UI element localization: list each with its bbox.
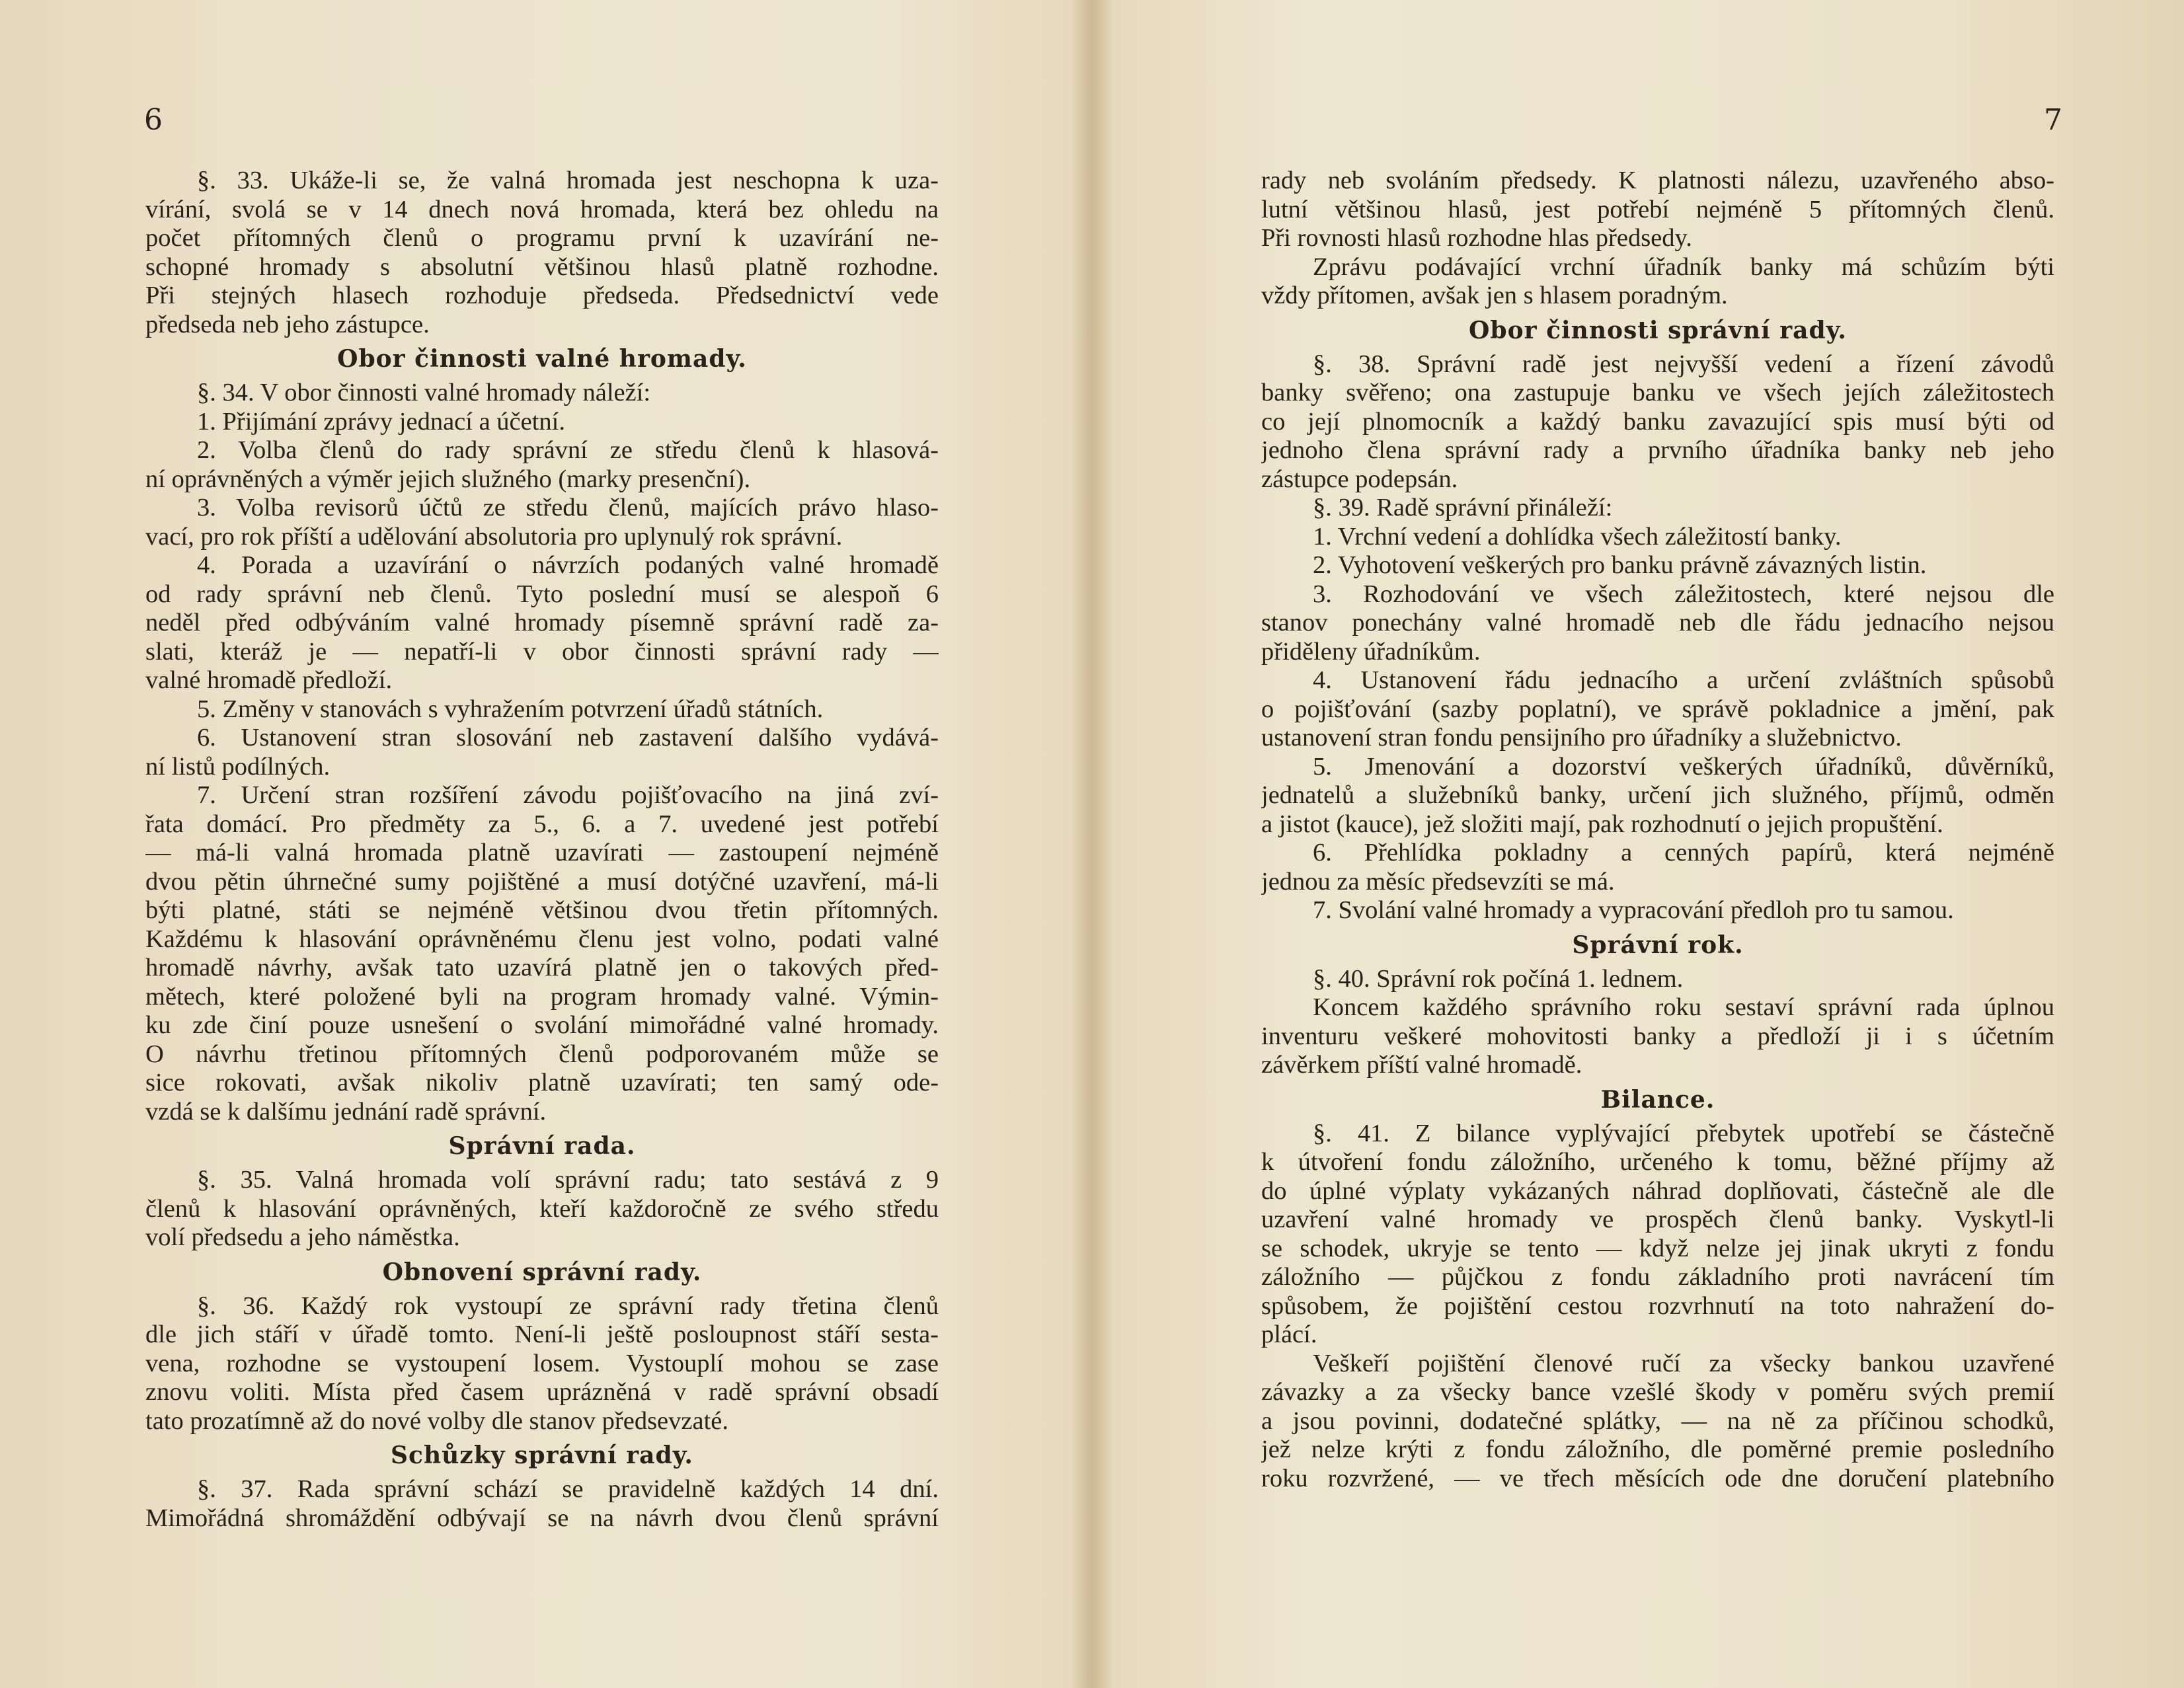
text-line: jednatelů a služebníků banky, určení jich služného, příjmů, odměn	[1261, 781, 2054, 809]
paragraph	[1261, 965, 2054, 994]
text-line: Při rovnosti hlasů rozhodne hlas předsedy.	[1261, 224, 1692, 252]
text-line: plácí.	[1261, 1321, 1317, 1348]
section-heading: Obor činnosti valné hromady.	[337, 345, 747, 373]
text-line: předseda neb jeho zástupce.	[145, 310, 430, 338]
text-line: Koncem každého správního roku sestaví správní rada úplnou	[1313, 993, 2054, 1021]
paragraph	[1261, 1350, 2054, 1494]
right-page	[1092, 0, 2184, 1688]
continued-paragraph	[1261, 167, 2054, 253]
paragraph	[1261, 993, 2054, 1080]
text-line: sice rokovati, avšak nikoliv platně uzavírati; ten samý ode-	[145, 1069, 939, 1096]
paragraph	[1261, 253, 2054, 311]
text-line: Zprávu podávající vrchní úřadník banky má schůzím býti	[1313, 252, 2054, 281]
text-line: 2. Vyhotovení veškerých pro banku právně závazných listin.	[1313, 551, 1927, 579]
text-line: 6. Ustanovení stran slosování neb zastavení dalšího vydává-	[197, 724, 939, 751]
paragraph	[145, 1475, 939, 1533]
text-line: 3. Rozhodování ve všech záležitostech, které nejsou dle	[1313, 580, 2054, 608]
text-line: přiděleny úřadníkům.	[1261, 637, 1481, 666]
text-line: se schodek, ukryje se tento — když nelze jej jinak ukryti z fondu	[1261, 1234, 2054, 1262]
text-line: 1. Přijímání zprávy jednací a účetní.	[197, 407, 565, 436]
text-line: §. 35. Valná hromada volí správní radu; tato sestává z 9	[197, 1166, 939, 1194]
page-number: 7	[2044, 103, 2062, 137]
text-line: §. 34. V obor činnosti valné hromady náleží:	[197, 379, 651, 406]
paragraph	[145, 724, 939, 781]
paragraph	[145, 379, 939, 408]
text-line: uzavření valné hromady ve prospěch členů banky. Vyskytl-li	[1261, 1206, 2054, 1233]
paragraph	[145, 1166, 939, 1252]
text-line: znovu voliti. Místa před časem uprázněná v radě správní obsadí	[145, 1378, 939, 1406]
text-line: neděl před odbýváním valné hromady písemně správní radě za-	[145, 609, 939, 636]
text-line: inventuru veškeré mohovitosti banky a předloží ji i s účetním	[1261, 1022, 2054, 1050]
text-line: spůsobem, že pojištění cestou rozvrhnutí na toto nahražení do-	[1261, 1291, 2054, 1320]
paragraph	[145, 781, 939, 1126]
text-line: lutní většinou hlasů, jest potřebí nejméně 5 přítomných členů.	[1261, 195, 2054, 223]
text-line: 3. Volba revisorů účtů ze středu členů, majících právo hlaso-	[197, 494, 939, 521]
section-heading: Správní rada.	[448, 1132, 636, 1160]
paragraph	[145, 1292, 939, 1436]
section-heading: Správní rok.	[1572, 931, 1744, 959]
paragraph	[1261, 896, 2054, 925]
text-line: Každému k hlasování oprávněnému členu jest volno, podati valné	[145, 925, 939, 953]
text-line: schopné hromady s absolutní většinou hlasů platně rozhodne.	[145, 252, 939, 281]
text-line: ní listů podílných.	[145, 752, 331, 781]
paragraph	[145, 408, 939, 437]
paragraph	[1261, 753, 2054, 839]
text-line: do úplné výplaty vykázaných náhrad doplňovati, částečně ale dle	[1261, 1176, 2054, 1205]
text-line: §. 33. Ukáže-li se, že valná hromada jest neschopna k uza-	[197, 167, 939, 194]
text-line: Veškeří pojištění členové ručí za všecky bankou uzavřené	[1313, 1349, 2054, 1377]
text-line: §. 40. Správní rok počíná 1. lednem.	[1313, 964, 1684, 993]
text-line: členů k hlasování oprávněných, kteří každoročně ze svého středu	[145, 1194, 939, 1223]
text-line: ní oprávněných a výměr jejich služného (marky presenční).	[145, 465, 751, 493]
text-line: Mimořádná shromáždění odbývají se na návrh dvou členů správní	[145, 1504, 939, 1532]
paragraph	[1261, 839, 2054, 896]
text-line: co její plnomocník a každý banku zavazující spis musí býti od	[1261, 407, 2054, 436]
text-line: 7. Svolání valné hromady a vypracování předloh pro tu samou.	[1313, 896, 1954, 924]
text-line: od rady správní neb členů. Tyto poslední musí se alespoň 6	[145, 580, 939, 608]
text-line: 5. Jmenování a dozorství veškerých úřadníků, důvěrníků,	[1313, 752, 2054, 781]
text-line: 6. Přehlídka pokladny a cenných papírů, která nejméně	[1313, 839, 2054, 866]
section-heading: Schůzky správní rady.	[391, 1441, 693, 1469]
text-line: volí předsedu a jeho náměstka.	[145, 1223, 460, 1251]
text-line: roku rozvržené, — ve třech měsících ode dne doručení platebního	[1261, 1464, 2054, 1492]
text-line: §. 36. Každý rok vystoupí ze správní rady třetina členů	[197, 1291, 939, 1320]
text-line: 2. Volba členů do rady správní ze středu členů k hlasová-	[197, 436, 939, 464]
paragraph	[1261, 350, 2054, 494]
text-line: Při stejných hlasech rozhoduje předseda. Předsednictví vede	[145, 282, 939, 309]
paragraph	[1261, 580, 2054, 667]
paragraph	[1261, 523, 2054, 552]
text-line: jež nelze krýti z fondu záložního, dle poměrné premie posledního	[1261, 1436, 2054, 1463]
text-line: 4. Porada a uzavírání o návrzích podaných valné hromadě	[197, 551, 939, 579]
text-line: vírání, svolá se v 14 dnech nová hromada, která bez ohledu na	[145, 195, 939, 223]
paragraph	[145, 551, 939, 695]
text-line: vždy přítomen, avšak jen s hlasem poradným.	[1261, 282, 1728, 309]
text-line: jednou za měsíc předsevzíti se má.	[1261, 867, 1615, 896]
text-line: zástupce podepsán.	[1261, 465, 1458, 493]
text-line: tato prozatímně až do nové volby dle stanov předsevzaté.	[145, 1406, 728, 1435]
text-line: závazky a za všecky bance vzešlé škody v poměru svých premií	[1261, 1378, 2054, 1406]
text-line: počet přítomných členů o programu první k uzavírání ne-	[145, 224, 939, 252]
text-line: §. 41. Z bilance vyplývající přebytek upotřebí se částečně	[1313, 1119, 2054, 1147]
page-number: 6	[144, 103, 163, 137]
text-line: stanov ponechány valné hromadě neb dle řádu jednacího nejsou	[1261, 609, 2054, 636]
text-line: k útvoření fondu záložního, určeného k tomu, běžné příjmy až	[1261, 1148, 2054, 1176]
text-line: 5. Změny v stanovách s vyhražením potvrzení úřadů státních.	[197, 695, 824, 723]
paragraph	[1261, 551, 2054, 580]
text-line: záložního — půjčkou z fondu základního proti navrácení tím	[1261, 1263, 2054, 1291]
text-line: a jsou povinni, dodatečné splátky, — na ně za příčinou schodků,	[1261, 1406, 2054, 1435]
text-line: 7. Určení stran rozšíření závodu pojišťovacího na jiná zví-	[197, 781, 939, 809]
text-line: řata domácí. Pro předměty za 5., 6. a 7. uvedené jest potřebí	[145, 810, 939, 838]
text-line: vací, pro rok příští a udělování absolutoria pro uplynulý rok správní.	[145, 522, 843, 551]
section-heading: Bilance.	[1600, 1085, 1715, 1114]
text-line: 4. Ustanovení řádu jednacího a určení zvláštních spůsobů	[1313, 666, 2054, 694]
text-line: býti platné, státi se nejméně většinou dvou třetin přítomných.	[145, 896, 939, 924]
text-line: a jistot (kauce), jež složiti mají, pak rozhodnutí o jejich propuštění.	[1261, 810, 1943, 838]
text-line: dvou pětin úhrnečné sumy pojištěné a musí dotýčné uzavření, má-li	[145, 867, 939, 896]
text-line: rady neb svoláním předsedy. K platnosti nálezu, uzavřeného abso-	[1261, 167, 2054, 194]
text-line: jednoho člena správní rady a prvního úřadníka banky neb jeho	[1261, 436, 2054, 464]
paragraph	[1261, 1120, 2054, 1350]
paragraph	[145, 494, 939, 551]
text-line: §. 37. Rada správní schází se pravidelně každých 14 dní.	[197, 1475, 939, 1503]
paragraph	[145, 436, 939, 494]
paragraph	[1261, 494, 2054, 523]
text-line: ustanovení stran fondu pensijního pro úřadníky a služebnictvo.	[1261, 724, 1902, 751]
text-line: §. 39. Radě správní přináleží:	[1313, 494, 1613, 521]
section-heading: Obor činnosti správní rady.	[1469, 316, 1847, 344]
text-line: 1. Vrchní vedení a dohlídka všech záležitostí banky.	[1313, 522, 1842, 551]
text-line: vena, rozhodne se vystoupení losem. Vystouplí mohou se zase	[145, 1349, 939, 1377]
text-line: §. 38. Správní radě jest nejvyšší vedení a řízení závodů	[1313, 350, 2054, 378]
text-line: závěrkem příští valné hromadě.	[1261, 1051, 1582, 1079]
text-line: hromadě návrhy, avšak tato uzavírá platně jen o takových před-	[145, 954, 939, 981]
text-line: O návrhu třetinou přítomných členů podporovaném může se	[145, 1040, 939, 1068]
text-line: — má-li valná hromada platně uzavírati — zastoupení nejméně	[145, 839, 939, 866]
text-line: valné hromadě předloží.	[145, 666, 393, 694]
text-line: banky svěřeno; ona zastupuje banku ve všech jejích záležitostech	[1261, 379, 2054, 406]
text-line: dle jich stáří v úřadě tomto. Není-li ještě posloupnost stáří sesta-	[145, 1321, 939, 1348]
text-line: o pojišťování (sazby poplatní), ve správě pokladnice a jmění, pak	[1261, 695, 2054, 723]
text-line: mětech, které položené byli na program hromady valné. Výmin-	[145, 982, 939, 1011]
section-heading: Obnovení správní rady.	[382, 1258, 702, 1286]
text-column	[145, 167, 939, 1533]
text-column	[1261, 167, 2054, 1493]
paragraph	[1261, 666, 2054, 753]
text-line: slati, kteráž je — nepatří-li v obor činnosti správní rady —	[145, 637, 939, 666]
paragraph	[145, 167, 939, 339]
text-line: vzdá se k dalšímu jednání radě správní.	[145, 1097, 547, 1126]
paragraph	[145, 695, 939, 724]
text-line: ku zde činí pouze usnešení o svolání mimořádné valné hromady.	[145, 1011, 939, 1039]
